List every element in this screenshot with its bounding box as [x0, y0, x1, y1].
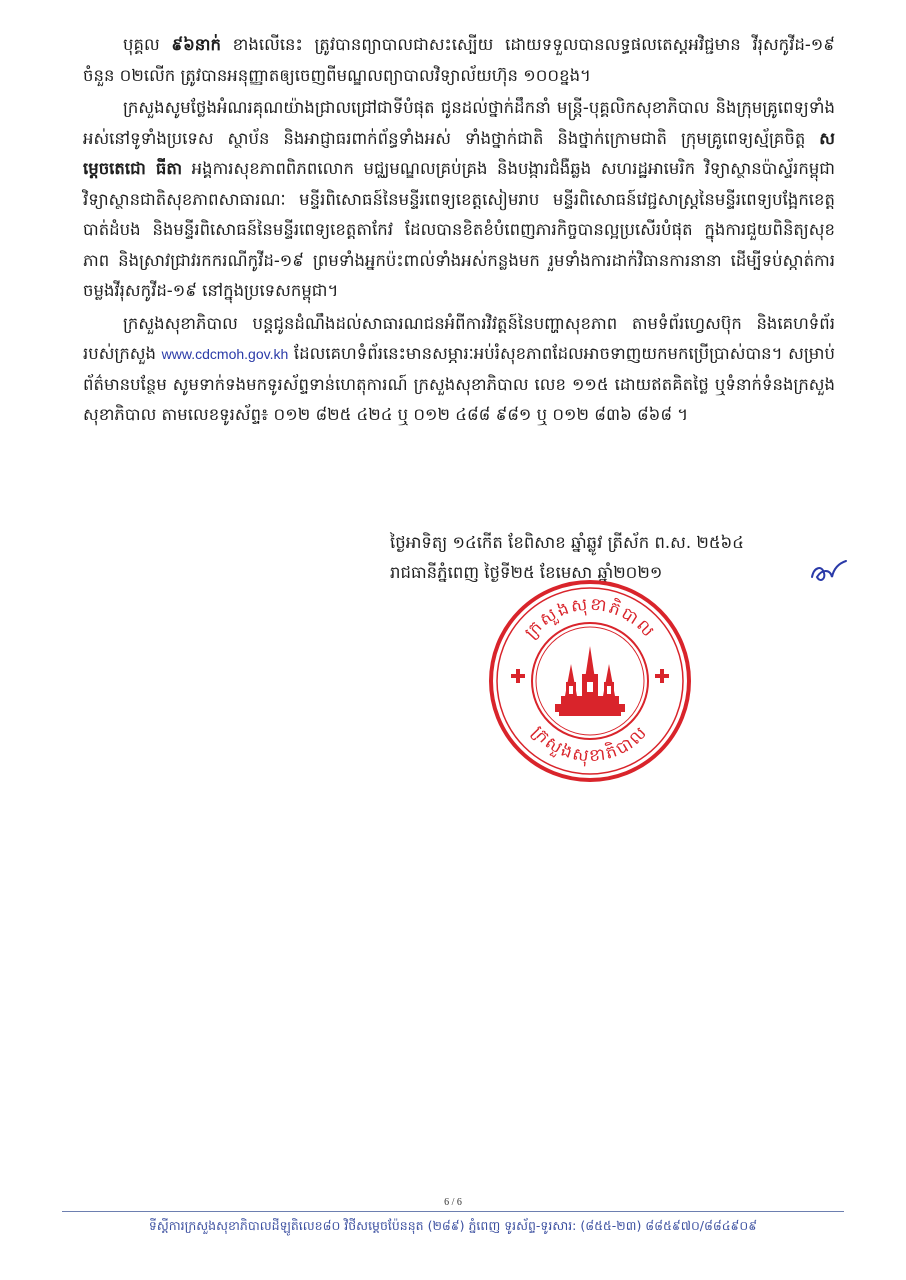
website-link[interactable]: www.cdcmoh.gov.kh [161, 346, 289, 362]
recovered-count: ៩៦នាក់ [171, 35, 221, 54]
footer-divider [62, 1211, 844, 1212]
paragraph-recoveries: បុគ្គល ៩៦នាក់ ខាងលើនេះ ត្រូវបានព្យាបាលជាសះស្បើយ ដោយទទួលបានលទ្ធផលតេស្តអវិជ្ជមាន វីរុសកូវីដ-១៩ ចំនួន ០២លើក ត្រូវបានអនុញ្ញាតឲ្យចេញពីមណ្ឌលព្យាបាលវិទ្យាល័យហ៊ុន ១០០ខ្នង។ [83, 35, 835, 85]
page-number: 6 / 6 [444, 1197, 462, 1208]
document-body [83, 30, 835, 431]
solar-date: រាជធានីភ្នំពេញ ថ្ងៃទី២៥ ខែមេសា ឆ្នាំ២០២១ [390, 563, 663, 582]
svg-text:ក្រសួងសុខាភិបាល [528, 722, 652, 767]
lunar-date: ថ្ងៃអាទិត្យ ១៤កើត ខែពិសាខ ឆ្នាំឆ្លូវ ត្រីស័ក ព.ស. ២៥៦៤ [390, 533, 744, 552]
seal-upper-text: ក្រសួងសុខាភិបាល [520, 594, 660, 643]
signature-mark [808, 557, 850, 587]
footer-address: ទីស្តីការក្រសួងសុខាភិបាលដីឡូតិលេខ៨០ វិថីសម្តេចប៉ែននុត (២៨៩) ភ្នំពេញ ទូរស័ព្ទ-ទូរសារ: (៨៥៥-២៣) ៨៨៥៩៧០/៨៨៤៩០៩ [148, 1218, 758, 1233]
volunteer-group-name: សម្តេចតេជោ ធីតា [83, 128, 835, 178]
paragraph-information: ក្រសួងសុខាភិបាល បន្តជូនដំណឹងដល់សាធារណជនអំពីការវិវត្តន៍នៃបញ្ហាសុខភាព តាមទំព័រហ្វេសប៊ុក និងគេហទំព័ររបស់ក្រសួង www.cdcmoh.gov.kh ដែលគេហទំព័រនេះមានសម្ភារៈអប់រំសុខភាពដែលអាចទាញយកមកប្រើប្រាស់បាន។ សម្រាប់ព័ត៌មានបន្ថែម សូមទាក់ទងមកទូរស័ព្ទទាន់ហេតុការណ៍ ក្រសួងសុខាភិបាល លេខ ១១៥ ដោយឥតគិតថ្លៃ ឬទំនាក់ទំនងក្រសួងសុខាភិបាល តាមលេខទូរស័ព្ទ៖ ០១២ ៨២៥ ៤២៤ ឬ ០១២ ៤៨៨ ៩៨១ ឬ ០១២ ៨៣៦ ៨៦៨ ។ [83, 313, 835, 424]
ministry-seal [487, 578, 693, 784]
seal-lower-text: ក្រសួងសុខាភិបាល [527, 721, 653, 767]
paragraph-gratitude: ក្រសួងសូមថ្លែងអំណរគុណយ៉ាងជ្រាលជ្រៅជាទីបំផុត ជូនដល់ថ្នាក់ដឹកនាំ មន្ត្រី-បុគ្គលិកសុខាភិបាល និងក្រុមគ្រូពេទ្យទាំងអស់នៅទូទាំងប្រទេស ស្ថាប័ន និងអាជ្ញាធរពាក់ព័ន្ធទាំងអស់ ទាំងថ្នាក់ជាតិ និងថ្នាក់ក្រោមជាតិ ក្រុមគ្រូពេទ្យស្ម័គ្រចិត្ត សម្តេចតេជោ ធីតា អង្គការសុខភាពពិភពលោក មជ្ឈមណ្ឌលគ្រប់គ្រង និងបង្ការជំងឺឆ្លង សហរដ្ឋអាមេរិក វិទ្យាស្ថានប៉ាស្ទ័រកម្ពុជា វិទ្យាស្ថានជាតិសុខភាពសាធារណៈ មន្ទីរពិសោធន៍នៃមន្ទីរពេទ្យខេត្តសៀមរាប មន្ទីរពិសោធន៍វេជ្ជសាស្ត្រនៃមន្ទីរពេទ្យបង្អែកខេត្តបាត់ដំបង និងមន្ទីរពិសោធន៍នៃមន្ទីរពេទ្យខេត្តតាកែវ ដែលបានខិតខំបំពេញភារកិច្ចបានល្អប្រសើរបំផុត ក្នុងការជួយពិនិត្យសុខភាព និងស្រាវជ្រាវរកករណីកូវីដ-១៩ ព្រមទាំងអ្នកប៉ះពាល់ទាំងអស់កន្លងមក រួមទាំងការដាក់វិធានការនានា ដើម្បីទប់ស្កាត់ការចម្លងវីរុសកូវីដ-១៩ នៅក្នុងប្រទេសកម្ពុជា។ [83, 98, 836, 300]
